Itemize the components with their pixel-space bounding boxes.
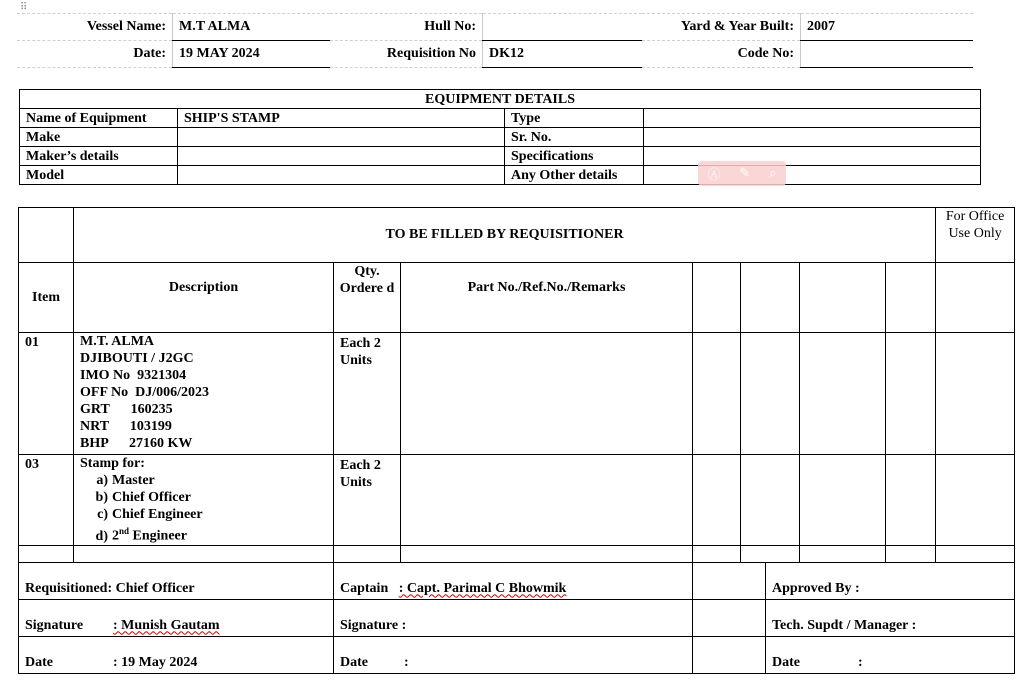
- equipment-label: Any Other details: [505, 166, 644, 185]
- item-qty[interactable]: Each 2 Units: [334, 333, 401, 455]
- equipment-label: Name of Equipment: [20, 109, 178, 128]
- equipment-label: Make: [20, 128, 178, 147]
- captain-line: [334, 562, 693, 599]
- blank-cell: [19, 208, 74, 263]
- signature-value: : Munish Gautam: [113, 617, 220, 633]
- description-line: BHP 27160 KW: [80, 436, 193, 451]
- blank-cell: [886, 333, 936, 455]
- blank-cell: [936, 263, 1015, 333]
- item-number: 01: [19, 333, 74, 455]
- blank-cell: [741, 545, 800, 562]
- equipment-details-table: [19, 89, 981, 185]
- vessel-name-label: Vessel Name:: [17, 14, 173, 41]
- list-item: b) Chief Officer: [112, 489, 327, 506]
- requisition-table: [18, 207, 1015, 674]
- blank-cell: [693, 562, 766, 599]
- equipment-value[interactable]: [178, 147, 505, 166]
- col-description: Description: [74, 263, 334, 333]
- blank-cell: [886, 263, 936, 333]
- code-no-label: Code No:: [642, 41, 801, 68]
- equipment-label: Type: [505, 109, 644, 128]
- col-qty-ordered: Qty. Ordere d: [334, 263, 401, 333]
- description-line: OFF No DJ/006/2023: [80, 385, 209, 400]
- equipment-label: Sr. No.: [505, 128, 644, 147]
- blank-cell: [936, 545, 1015, 562]
- office-use-label: For Office Use Only: [936, 208, 1015, 263]
- captain-label: Captain: [340, 580, 389, 596]
- item-description[interactable]: [74, 333, 334, 455]
- captain-signature: Signature :: [334, 599, 693, 636]
- yard-year-label: Yard & Year Built:: [642, 14, 801, 41]
- captain-value: : Capt. Parimal C Bhowmik: [398, 580, 567, 596]
- item-number: 03: [19, 455, 74, 546]
- approval-date-colon: :: [858, 654, 863, 670]
- requisitioner-title: TO BE FILLED BY REQUISITIONER: [74, 208, 936, 263]
- blank-cell: [800, 333, 886, 455]
- list-marker: b): [95, 490, 108, 505]
- blank-cell: [741, 455, 800, 546]
- approval-date-label: Date: [772, 654, 800, 670]
- equipment-value[interactable]: [644, 147, 981, 166]
- list-item: d) 2nd Engineer: [112, 523, 327, 545]
- blank-cell: [693, 599, 766, 636]
- search-icon[interactable]: ⌕: [769, 166, 777, 181]
- blank-cell: [74, 545, 334, 562]
- blank-cell: [886, 545, 936, 562]
- equipment-label: Maker’s details: [20, 147, 178, 166]
- blank-cell: [741, 333, 800, 455]
- date-line: [19, 636, 334, 673]
- blank-cell: [936, 333, 1015, 455]
- yard-year-value[interactable]: 2007: [801, 14, 974, 41]
- equipment-label: Specifications: [505, 147, 644, 166]
- date-footer-label: Date: [25, 654, 53, 670]
- stamp-list: [80, 472, 327, 545]
- table-row: [19, 333, 1015, 455]
- stamp-heading: Stamp for:: [80, 456, 145, 471]
- vessel-header: [17, 13, 973, 68]
- date-label: Date:: [17, 41, 173, 68]
- table-row: [19, 455, 1015, 546]
- blank-cell: [693, 455, 741, 546]
- blank-cell: [800, 263, 886, 333]
- blank-cell: [693, 545, 741, 562]
- equipment-value[interactable]: [644, 109, 981, 128]
- equipment-value[interactable]: [178, 128, 505, 147]
- equipment-details-title: EQUIPMENT DETAILS: [20, 90, 981, 109]
- ordinal-suffix: nd: [119, 526, 130, 536]
- blank-cell: [886, 455, 936, 546]
- list-item: c) Chief Engineer: [112, 506, 327, 523]
- item-remarks[interactable]: [401, 333, 693, 455]
- requisitioned-by: Requisitioned: Chief Officer: [19, 562, 334, 599]
- translate-icon[interactable]: Ⓐ: [707, 168, 721, 183]
- date-value[interactable]: 19 MAY 2024: [173, 41, 331, 68]
- blank-cell: [936, 455, 1015, 546]
- blank-cell: [693, 636, 766, 673]
- signature-label: Signature: [25, 617, 84, 633]
- blank-cell: [800, 545, 886, 562]
- list-marker: d): [95, 528, 108, 544]
- equipment-value[interactable]: [644, 166, 981, 185]
- hull-no-value[interactable]: [483, 14, 643, 41]
- approved-by: Approved By :: [766, 562, 1015, 599]
- blank-cell: [741, 263, 800, 333]
- tech-supdt-signature: Tech. Supdt / Manager :: [766, 599, 1015, 636]
- description-line: GRT 160235: [80, 402, 173, 417]
- list-item: a) Master: [112, 472, 327, 489]
- col-item: Item: [19, 263, 74, 333]
- blank-cell: [693, 333, 741, 455]
- blank-cell: [800, 455, 886, 546]
- item-remarks[interactable]: [401, 455, 693, 546]
- vessel-name-value[interactable]: M.T ALMA: [173, 14, 331, 41]
- item-qty[interactable]: Each 2 Units: [334, 455, 401, 546]
- list-marker: a): [96, 473, 108, 488]
- drag-handle[interactable]: ⠿: [20, 2, 27, 13]
- blank-cell: [693, 263, 741, 333]
- hull-no-label: Hull No:: [330, 14, 483, 41]
- signature-line: [19, 599, 334, 636]
- blank-cell: [334, 545, 401, 562]
- description-line: NRT 103199: [80, 419, 172, 434]
- ordinal-number: 2: [112, 528, 119, 544]
- blank-cell: [19, 545, 74, 562]
- col-part-no: Part No./Ref.No./Remarks: [401, 263, 693, 333]
- requisition-no-label: Requisition No: [330, 41, 483, 68]
- floating-toolbar[interactable]: [698, 161, 786, 186]
- equipment-value[interactable]: [644, 128, 981, 147]
- description-line: DJIBOUTI / J2GC: [80, 351, 194, 366]
- list-marker: c): [97, 507, 108, 522]
- equipment-value[interactable]: SHIP'S STAMP: [178, 109, 505, 128]
- edit-icon[interactable]: ✎: [739, 166, 751, 181]
- captain-date: [334, 636, 693, 673]
- date-footer-value: : 19 May 2024: [113, 654, 198, 670]
- approval-date: [766, 636, 1015, 673]
- code-no-value[interactable]: [801, 41, 974, 68]
- equipment-value[interactable]: [178, 166, 505, 185]
- equipment-label: Model: [20, 166, 178, 185]
- requisition-no-value[interactable]: DK12: [483, 41, 643, 68]
- item-description[interactable]: [74, 455, 334, 546]
- description-line: IMO No 9321304: [80, 368, 187, 383]
- captain-date-label: Date: [340, 654, 368, 670]
- description-line: M.T. ALMA: [80, 334, 155, 349]
- blank-cell: [401, 545, 693, 562]
- captain-date-colon: :: [404, 654, 409, 670]
